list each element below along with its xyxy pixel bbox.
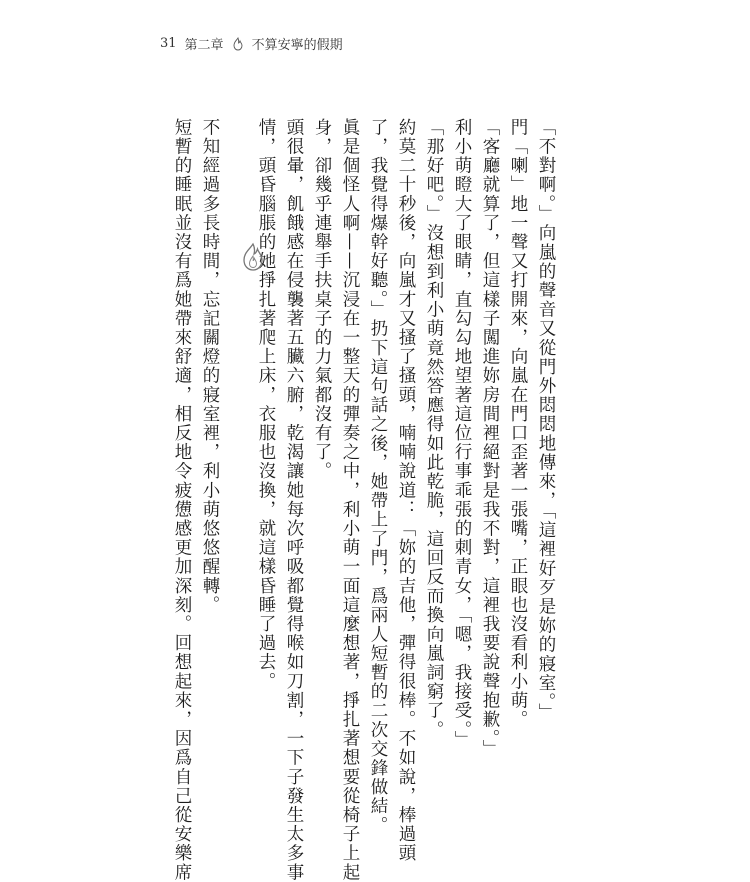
section-break-flame-icon (240, 242, 266, 272)
text-column: 短暫的睡眠並沒有爲她帶來舒適，相反地令疲憊感更加深刻。回想起來，因爲自己從安樂席 (172, 118, 192, 882)
text-column: 眞是個怪人啊——沉浸在一整天的彈奏之中，利小萌一面這麼想著，掙扎著想要從椅子上起 (340, 118, 360, 882)
text-column: 門「喇」地一聲又打開來，向嵐在門口歪著一張嘴，正眼也沒看利小萌。 (508, 118, 528, 730)
text-column: 了，我覺得爆幹好聽。」扔下這句話之後，她帶上了門，爲兩人短暫的二次交鋒做結。 (368, 118, 388, 836)
text-column: 頭很暈，飢餓感在侵襲著五臟六腑，乾渴讓她每次呼吸都覺得喉如刀割，一下子發生太多事 (284, 118, 304, 882)
text-column: 情，頭昏腦脹的她掙扎著爬上床，衣服也沒換，就這樣昏睡了過去。 (256, 118, 276, 691)
text-column: 「不對啊。」向嵐的聲音又從門外悶悶地傳來，「這裡好歹是妳的寢室。」 (536, 118, 556, 723)
page-number: 31 (160, 36, 177, 51)
running-header (160, 34, 343, 53)
text-column: 利小萌瞪大了眼睛，直勾勾地望著這位行事乖張的刺青女，「嗯，我接受。」 (452, 118, 472, 750)
text-column: 「客廳就算了，但這樣子闖進妳房間裡絕對是我不對，這裡我要說聲抱歉。」 (480, 118, 500, 759)
text-column: 身，卻幾乎連舉手扶桌子的力氣都沒有了。 (312, 118, 332, 481)
text-column: 約莫二十秒後，向嵐才又搔了搔頭，喃喃說道：「妳的吉他，彈得很棒。不如說，棒過頭 (396, 118, 416, 863)
flame-icon (232, 37, 244, 51)
chapter-number: 第二章 (184, 38, 224, 53)
text-column: 不知經過多長時間，忘記關燈的寢室裡，利小萌悠悠醒轉。 (200, 118, 220, 615)
chapter-title: 不算安寧的假期 (251, 38, 343, 53)
text-column: 「那好吧。」沒想到利小萌竟然答應得如此乾脆，這回反而換向嵐詞窮了。 (424, 118, 444, 740)
